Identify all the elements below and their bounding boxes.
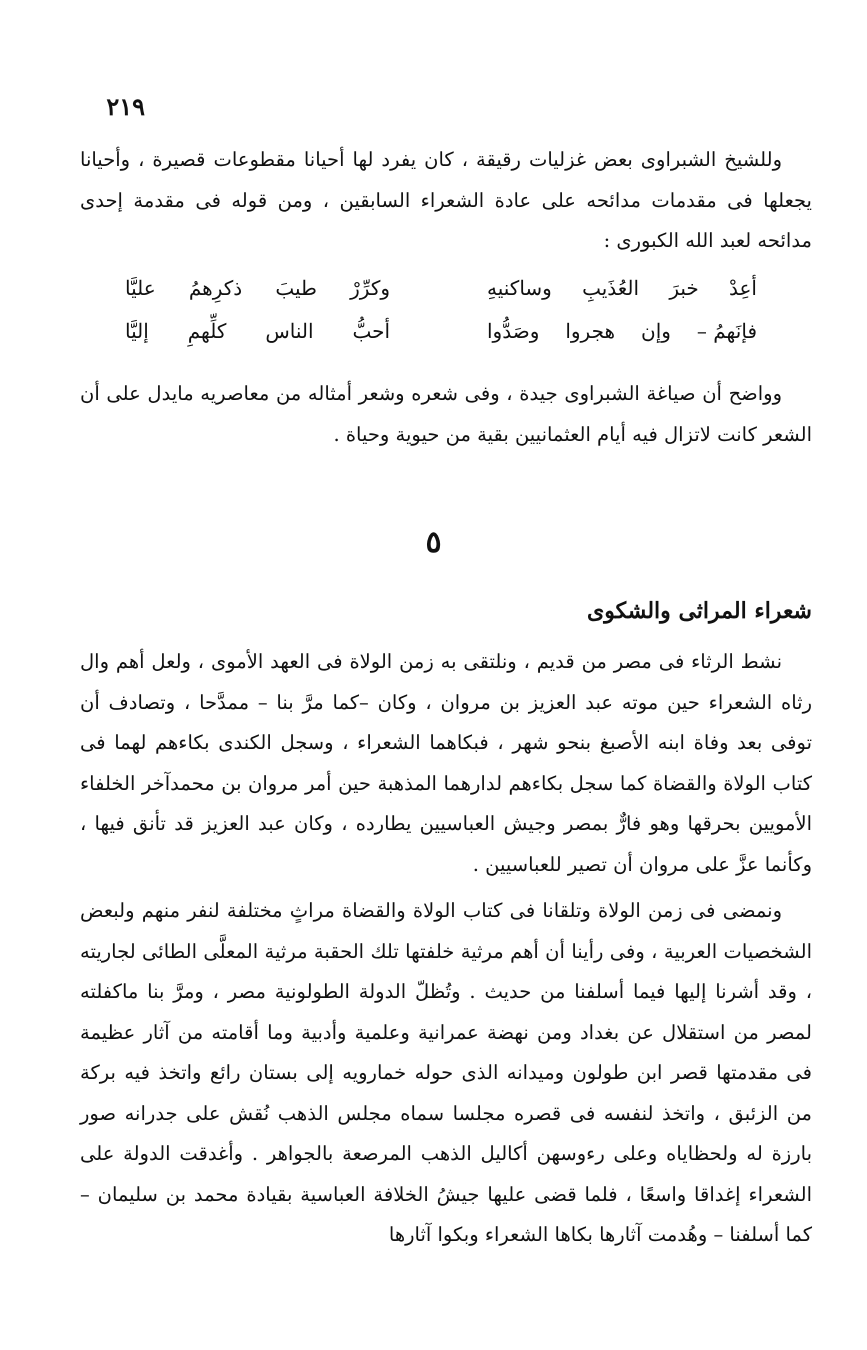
verse-word: الناس <box>265 319 314 343</box>
after-verse-paragraph: وواضح أن صياغة الشبراوى جيدة ، وفى شعره وشعر أمثاله من معاصريه مايدل على أن الشعر كانت لاتزال فيه أيام العثمانيين بقية من حيوية وحياة . <box>80 382 812 446</box>
after-verse-block <box>80 374 812 455</box>
verse-word: وصَدُّوا <box>487 319 540 343</box>
verse-word: أحبُّ <box>352 319 390 343</box>
section-paragraph-1: نشط الرثاء فى مصر من قديم ، ونلتقى به زمن الولاة فى العهد الأموى ، ولعل أهم وال رثاه الشعراء حين موته عبد العزيز بن مروان ، وكان –كما مرَّ بنا – ممدَّحا ، وتصادف أن توفى بعد وفاة ابنه الأصبغ بنحو شهر ، فبكاهما الشعراء ، وسجل الكندى بكاءهم لهما فى كتاب الولاة والقضاة كما سجل بكاءهم لدارهما المذهبة حين أمر مروان بن محمدآخر الخلفاء الأمويين بحرقها وهو فارٌّ بمصر وجيش العباسيين يطارده ، وكان عبد العزيز قد تأنق فيها ، وكأنما عزَّ على مروان أن تصير للعباسيين . <box>80 650 812 876</box>
verse-word: ذكرِهمُ <box>188 276 243 300</box>
section-paragraph-2: ونمضى فى زمن الولاة وتلقانا فى كتاب الولاة والقضاة مراثٍ مختلفة لنفر منهم ولبعض الشخصيات العربية ، وفى رأينا أن أهم مرثية خلفتها تلك الحقبة مرثية المعلَّى الطائى لجاريته ، وقد أشرنا إليها فيما أسلفنا من حديث . وتُظلّ الدولة الطولونية مصر ، ومرَّ بنا ماكفلته لمصر من استقلال عن بغداد ومن نهضة عمرانية وعلمية وأدبية وما أقامته من آثار عظيمة فى مقدمتها قصر ابن طولون وميدانه الذى حوله خمارويه إلى بستان رائع واتخذ فيه بركة من الزئبق ، واتخذ لنفسه فى قصره مجلسا سماه مجلس الذهب نُقش على جدرانه صور بارزة له ولحظاياه وعلى رءوسهن أكاليل الذهب المرصعة بالجواهر . وأغدقت الدولة على الشعراء إغداقا واسعًا ، فلما قضى عليها جيشُ الخلافة العباسية بقيادة محمد بن سليمان –كما أسلفنا – وهُدمت آثارها بكاها الشعراء وبكوا آثارها <box>80 899 812 1246</box>
verse-word: العُذَيبِ <box>582 276 640 300</box>
verse-second-half <box>125 319 390 343</box>
verse-first-half <box>487 319 757 343</box>
section-body <box>80 642 812 1256</box>
verse-word: عليَّا <box>125 276 156 300</box>
verse-word: وكرِّرْ <box>350 276 390 300</box>
verse-word: هجروا <box>565 319 616 343</box>
verse-second-half <box>125 276 390 300</box>
verse-word: إليَّا <box>125 319 149 343</box>
verse-word: طيبَ <box>275 276 317 300</box>
intro-paragraph-block <box>80 140 812 262</box>
verse-word: وساكنيهِ <box>487 276 552 300</box>
verse-line <box>125 319 757 362</box>
intro-paragraph: وللشيخ الشبراوى بعض غزليات رقيقة ، كان يفرد لها أحيانا مقطوعات قصيرة ، وأحيانا يجعلها فى مقدمات مدائحه على عادة الشعراء السابقين ، ومن قوله فى مقدمة إحدى مدائحه لعبد الله الكبورى : <box>80 148 812 252</box>
verse-word: كلِّهمِ <box>187 319 227 343</box>
verse-word: أعِدْ <box>729 276 757 300</box>
section-title: شعراء المراثى والشكوى <box>586 598 812 624</box>
verse-word: خبرَ <box>669 276 699 300</box>
verse-block <box>125 276 757 362</box>
section-number: ٥ <box>425 525 442 560</box>
page-number: ٢١٩ <box>106 92 145 121</box>
verse-line <box>125 276 757 319</box>
verse-word: وإن <box>641 319 671 343</box>
verse-word: فإنَهمُ – <box>696 319 757 343</box>
verse-first-half <box>487 276 757 300</box>
